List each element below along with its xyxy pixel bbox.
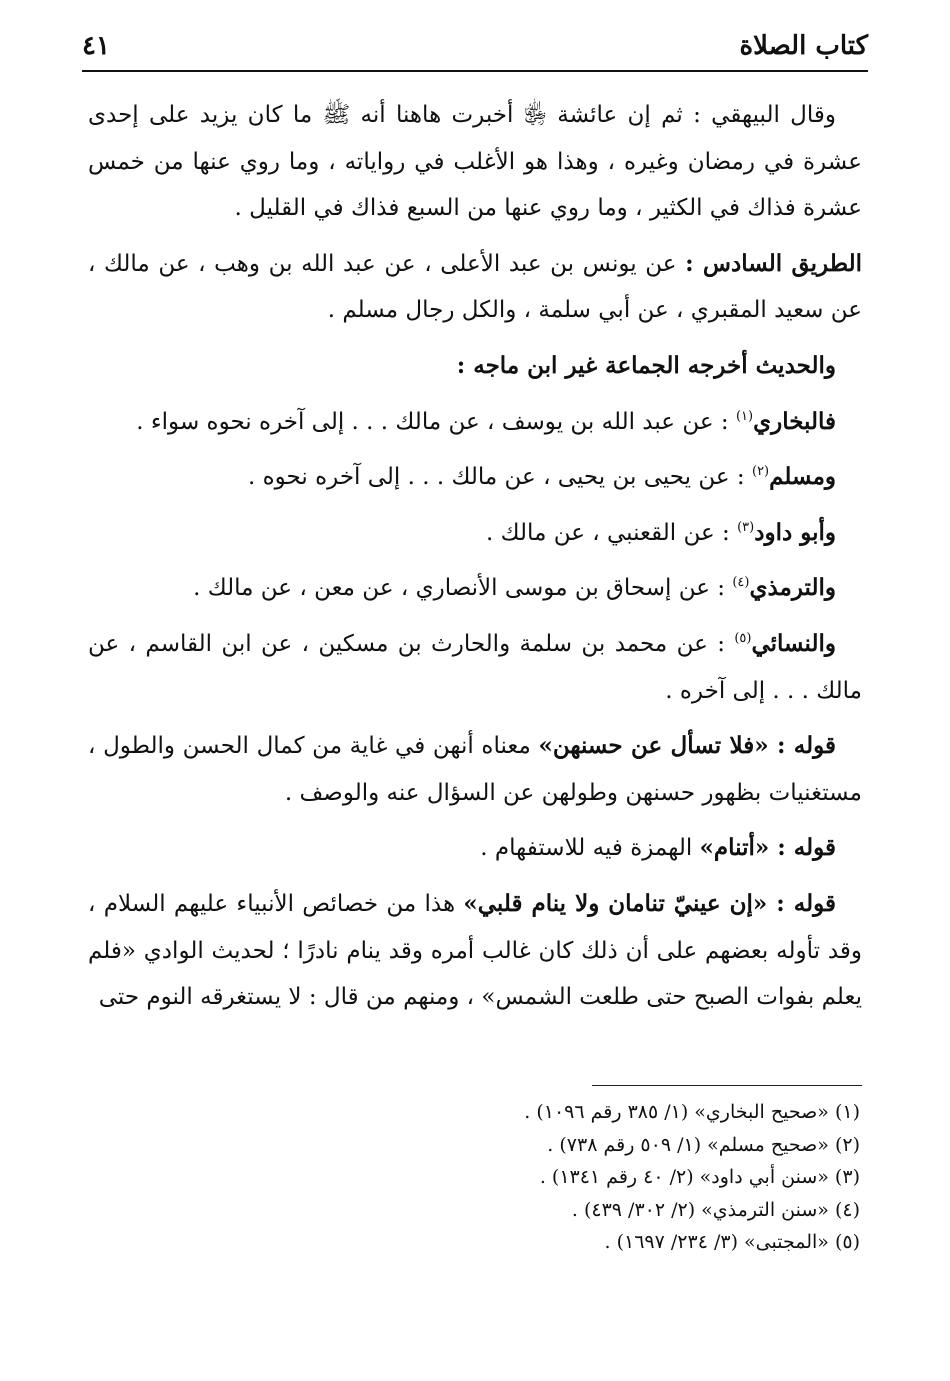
footnotes [88,1085,862,1259]
paragraph-husnihinna [88,723,862,816]
paragraph-text: هذا من خصائص الأنبياء عليهم السلام ، وقد تأوله بعضهم على أن ذلك كان غالب أمره وقد ينام نادرًا ؛ لحديث الوادي «فلم يعلم بفوات الصبح حتى طلعت الشمس» ، ومنهم من قال : لا يستغرقه النوم حتى [88,890,862,1011]
footnote-item: (٢) «صحيح مسلم» (١/ ٥٠٩ رقم ٧٣٨) . [547,1133,860,1156]
footnote-item: (٤) «سنن الترمذي» (٢/ ٣٠٢/ ٤٣٩) . [571,1198,860,1221]
paragraph-aynayya [88,881,862,1021]
paragraph-tirmidhi [88,565,862,612]
paragraph-bukhari [88,399,862,446]
paragraph-sixth-route [88,241,862,334]
paragraph-text: : عن إسحاق بن موسى الأنصاري ، عن معن ، عن مالك . [193,575,733,602]
footnote-item: (٣) «سنن أبي داود» (٢/ ٤٠ رقم ١٣٤١) . [539,1166,860,1189]
source-name: وأبو داود [754,518,836,546]
footnote-ref[interactable]: (١) [735,408,754,424]
paragraph-text: وقال البيهقي : ثم إن عائشة ﵂ أخبرت هاهنا أنه ﷺ ما كان يزيد على إحدى عشرة في رمضان وغيره ، وهذا هو الأغلب في رواياته ، وما روي عنها من خمس عشرة فذاك في الكثير ، وما روي عنها من السبع فذاك في القليل . [88,102,862,222]
paragraph-text: عن يونس بن عبد الأعلى ، عن عبد الله بن وهب ، عن مالك ، عن سعيد المقبري ، عن أبي سلمة ، والكل رجال مسلم . [88,250,862,324]
paragraph-text: : عن محمد بن سلمة والحارث بن مسكين ، عن ابن القاسم ، عن مالك . . . إلى آخره . [88,630,862,704]
paragraph-text: الهمزة فيه للاستفهام . [480,835,700,862]
paragraph-text: معناه أنهن في غاية من كمال الحسن والطول ، مستغنيات بظهور حسنهن وطولهن عن السؤال عنه والوصف . [88,733,862,806]
paragraph-text: : عن عبد الله بن يوسف ، عن مالك . . . إلى آخره نحوه سواء . [136,408,736,435]
paragraph-text: : عن القعنبي ، عن مالك . [486,519,738,546]
footnote-ref[interactable]: (٢) [751,464,770,480]
paragraph-abu-dawud [88,510,862,557]
footnote-ref[interactable]: (٣) [737,519,755,535]
quoted-phrase: قوله : «فلا تسأل عن حسنهن» [538,732,836,760]
paragraph-atanam [88,825,862,872]
footnote-item: (١) «صحيح البخاري» (١/ ٣٨٥ رقم ١٠٩٦) . [524,1101,860,1123]
footnote-ref[interactable]: (٤) [732,575,750,591]
footnote-ref[interactable]: (٥) [734,630,752,646]
paragraph-takhrij-intro [88,343,862,390]
paragraph-text: : عن يحيى بن يحيى ، عن مالك . . . إلى آخره نحوه . [247,464,752,491]
source-name: والترمذي [749,574,836,602]
source-name: ومسلم [769,463,836,491]
source-name: فالبخاري [753,407,836,435]
quoted-phrase: قوله : «أتنام» [699,834,836,862]
paragraph-muslim [88,454,862,501]
source-name: والنسائي [751,629,836,657]
footnote-item: (٥) «المجتبى» (٣/ ٢٣٤/ ١٦٩٧) . [604,1231,860,1254]
takhrij-heading: والحديث أخرجه الجماعة غير ابن ماجه : [456,351,836,379]
main-text [88,92,862,1030]
route-heading: الطريق السادس : [685,249,862,277]
page-number: ٤١ [82,31,110,61]
paragraph-nasai [88,621,862,714]
paragraph-bayhaqi [88,92,862,232]
running-header [82,22,868,72]
quoted-phrase: قوله : «إن عينيّ تنامان ولا ينام قلبي» [463,889,836,917]
footnote-divider [592,1085,862,1086]
book-title: كتاب الصلاة [739,31,868,61]
